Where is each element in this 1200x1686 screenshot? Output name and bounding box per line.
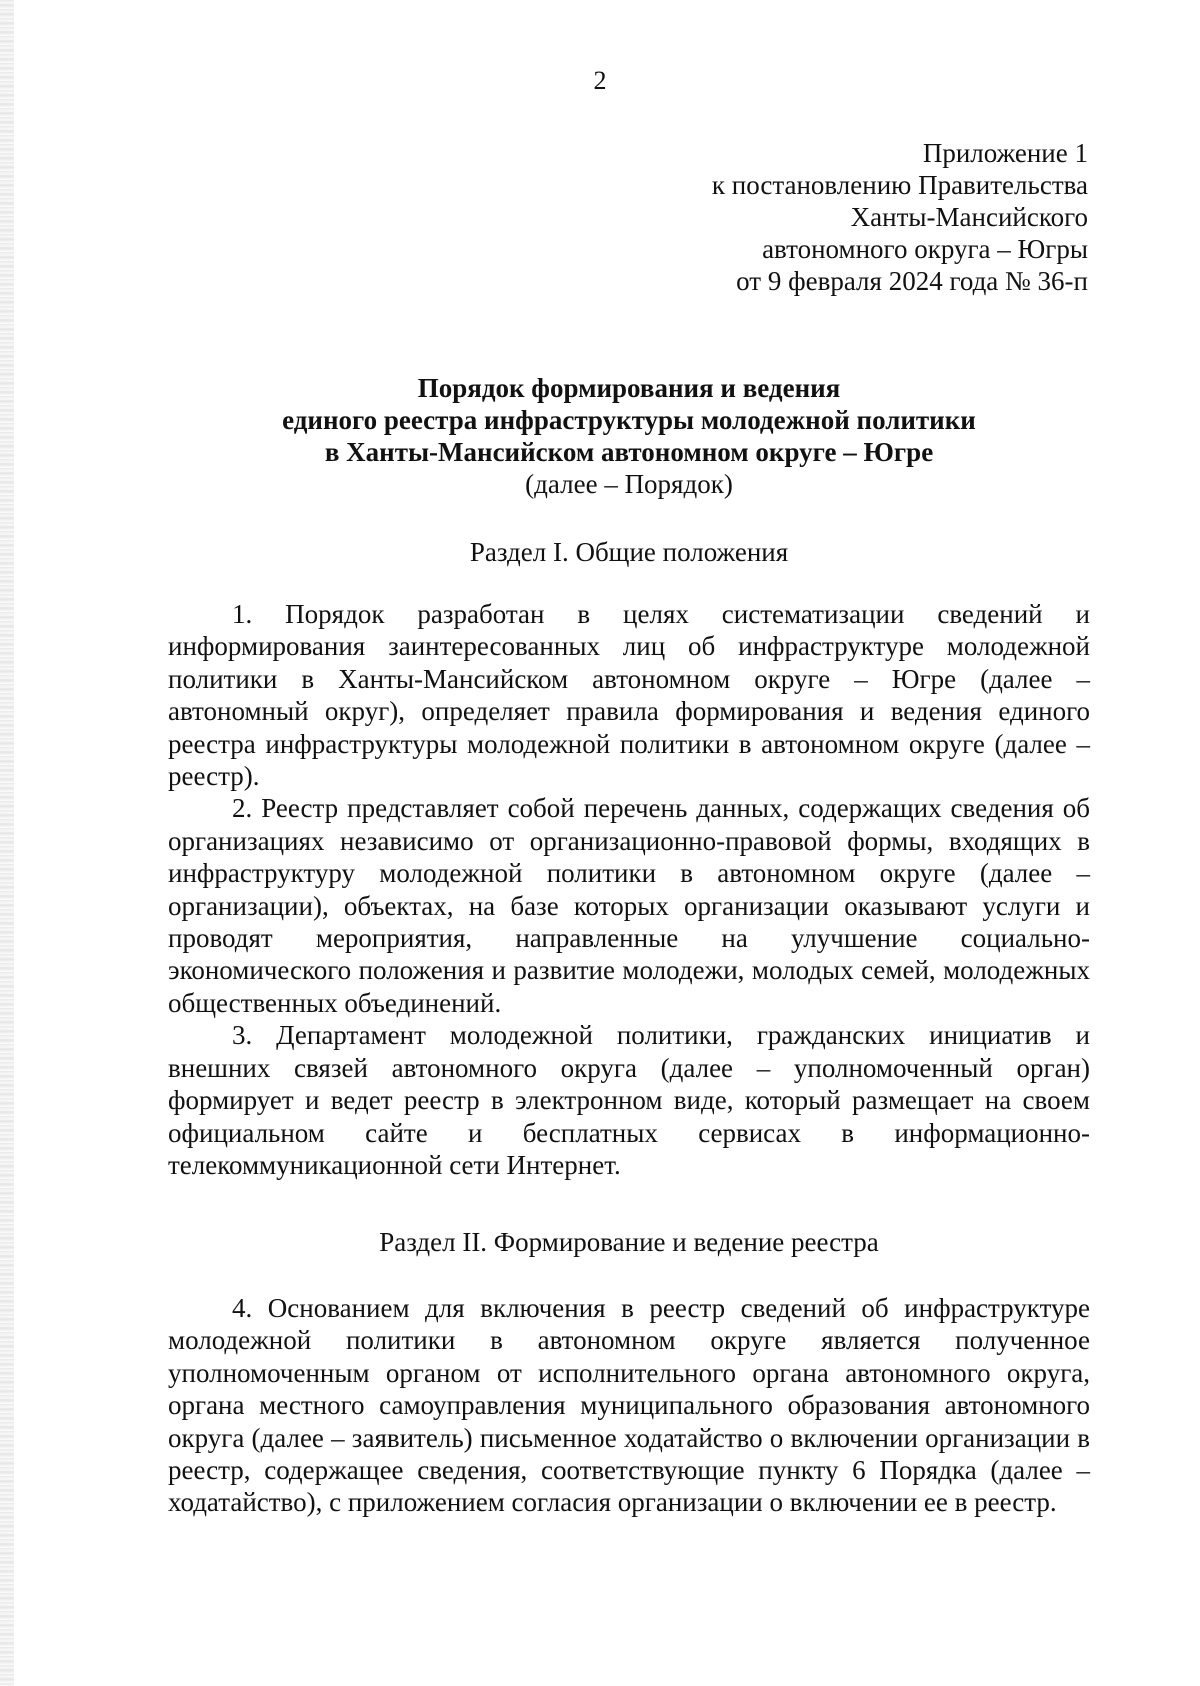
document-title <box>168 372 1090 500</box>
scan-edge <box>0 0 14 1686</box>
section-1-heading: Раздел I. Общие положения <box>469 537 789 567</box>
title-subtitle: (далее – Порядок) <box>525 469 733 499</box>
paragraph: 1. Порядок разработан в целях систематизации сведений и информирования заинтересованных лиц об инфраструктуре молодежной политики в Ханты-Мансийском автономном округе – Югре (далее – автономный округ), определяет правила формирования и ведения единого реестра инфраструктуры молодежной политики в автономном округе (далее – реестр). <box>168 599 1090 792</box>
title-line: Порядок формирования и ведения <box>417 373 841 403</box>
appendix-block <box>528 137 1088 297</box>
section-2-body <box>168 1292 1090 1519</box>
paragraph: 4. Основанием для включения в реестр сведений об инфраструктуре молодежной политики в автономном округе является полученное уполномоченным органом от исполнительного органа автономного округа, органа местного самоуправления муниципального образования автономного округа (далее – заявитель) письменное ходатайство о включении организации в реестр, содержащее сведения, соответствующие пункту 6 Порядка (далее – ходатайство), с приложением согласия организации о включении ее в реестр. <box>168 1293 1090 1518</box>
title-line: единого реестра инфраструктуры молодежной политики <box>282 405 976 435</box>
paragraph: 3. Департамент молодежной политики, гражданских инициатив и внешних связей автономного округа (далее – уполномоченный орган) формирует и ведет реестр в электронном виде, который размещает на своем официальном сайте и бесплатных сервисах в информационно-телекоммуникационной сети Интернет. <box>168 1020 1090 1180</box>
appendix-line: от 9 февраля 2024 года № 36-п <box>736 266 1088 296</box>
section-2-heading: Раздел II. Формирование и ведение реестра <box>379 1227 879 1257</box>
paragraph: 2. Реестр представляет собой перечень данных, содержащих сведения об организациях независимо от организационно-правовой формы, входящих в инфраструктуру молодежной политики в автономном округе (далее – организации), объектах, на базе которых организации оказывают услуги и проводят мероприятия, направленные на улучшение социально-экономического положения и развитие молодежи, молодых семей, молодежных общественных объединений. <box>168 793 1090 1018</box>
page-number: 2 <box>593 66 607 95</box>
appendix-line: Ханты-Мансийского <box>850 202 1088 232</box>
appendix-line: к постановлению Правительства <box>711 170 1088 200</box>
section-1-body <box>168 598 1090 1181</box>
appendix-line: автономного округа – Югры <box>762 234 1088 264</box>
title-line: в Ханты-Мансийском автономном округе – Югре <box>324 437 934 467</box>
appendix-line: Приложение 1 <box>922 138 1088 168</box>
